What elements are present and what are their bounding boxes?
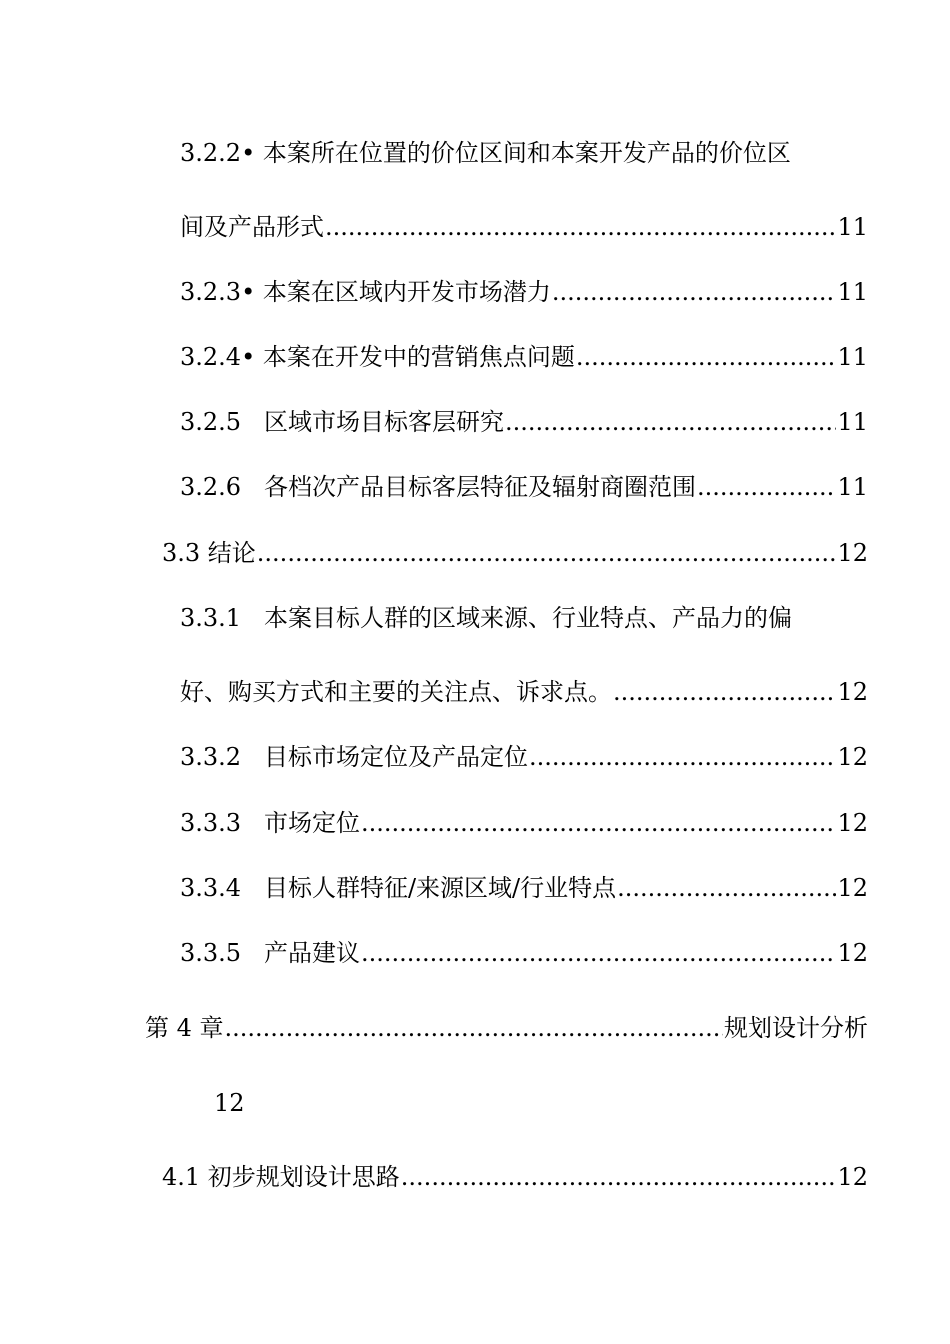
dot-leader [401,1162,837,1192]
toc-page-number: 12 [837,939,868,967]
toc-page-number: 11 [837,473,868,501]
toc-entry-text: 3.2.6 各档次产品目标客层特征及辐射商圈范围 [180,473,696,501]
dot-leader [617,873,836,903]
toc-entry-text: 3.3.3 市场定位 [180,809,360,837]
toc-entry-chapter-4[interactable] [145,1013,868,1043]
toc-entry-text: 4.1 初步规划设计思路 [162,1163,400,1191]
toc-page-number: 11 [837,343,868,371]
dot-leader [361,938,837,968]
toc-entry-3-2-2-line1 [180,138,820,168]
toc-entry-text: 3.3.4 目标人群特征/来源区域/行业特点 [180,874,617,902]
toc-entry-3-2-4[interactable] [180,342,868,372]
toc-entry-3-2-3[interactable] [180,277,868,307]
dot-leader [361,808,837,838]
toc-entry-3-3-3[interactable] [180,808,868,838]
toc-entry-text: 3.2.5 区域市场目标客层研究 [180,408,504,436]
dot-leader [613,677,836,707]
toc-entry-text: 好、购买方式和主要的关注点、诉求点。 [180,678,612,706]
toc-entry-3-3[interactable] [162,538,868,568]
toc-page-number: 12 [837,809,868,837]
toc-page-number: 11 [837,213,868,241]
dot-leader [552,277,837,307]
toc-entry-4-1[interactable] [162,1162,868,1192]
toc-entry-3-2-6[interactable] [180,472,868,502]
toc-entry-3-3-4[interactable] [180,873,868,903]
toc-page-number: 11 [837,278,868,306]
toc-page-number: 11 [837,408,868,436]
toc-entry-title: 规划设计分析 [724,1014,868,1042]
dot-leader [505,407,837,437]
dot-leader [697,472,837,502]
toc-entry-3-3-1-line1 [180,603,820,633]
toc-page-number: 12 [837,874,868,902]
dot-leader [257,538,837,568]
toc-page-number: 12 [837,1163,868,1191]
toc-page-number: 12 [837,743,868,771]
toc-entry-3-3-2[interactable] [180,742,868,772]
toc-entry-3-3-5[interactable] [180,938,868,968]
toc-entry-text: 间及产品形式 [180,213,324,241]
toc-entry-text: 3.2.2• 本案所在位置的价位区间和本案开发产品的价位区 [180,139,791,167]
toc-entry-text: 3.3.5 产品建议 [180,939,360,967]
toc-entry-text: 3.2.4• 本案在开发中的营销焦点问题 [180,343,575,371]
dot-leader [325,212,836,242]
toc-entry-text: 3.3 结论 [162,539,256,567]
dot-leader [225,1013,723,1043]
toc-page-number: 12 [214,1089,245,1117]
toc-entry-text: 3.3.2 目标市场定位及产品定位 [180,743,528,771]
toc-entry-text: 3.2.3• 本案在区域内开发市场潜力 [180,278,551,306]
toc-page-number: 12 [837,678,868,706]
dot-leader [576,342,837,372]
toc-entry-3-2-2-line2[interactable] [180,212,868,242]
toc-entry-text: 第 4 章 [145,1014,224,1042]
toc-entry-chapter-4-page [214,1088,245,1118]
toc-entry-3-3-1-line2[interactable] [180,677,868,707]
toc-entry-3-2-5[interactable] [180,407,868,437]
toc-page-number: 12 [837,539,868,567]
dot-leader [529,742,837,772]
toc-entry-text: 3.3.1 本案目标人群的区域来源、行业特点、产品力的偏 [180,604,792,632]
